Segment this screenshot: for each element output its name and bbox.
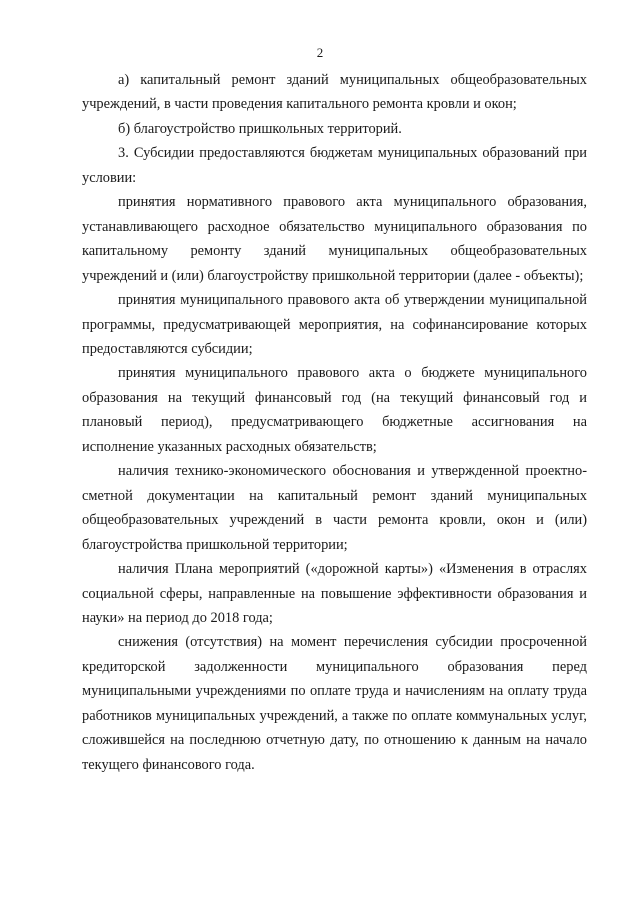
paragraph-condition-normative-act: принятия нормативного правового акта муниципального образования, устанавливающего расходное обязательство муниципального образования по капитальному ремонту зданий муниципальных общеобразовательных учреждений и (или) благоустройству пришкольной территории (далее - объекты); — [82, 194, 587, 284]
paragraph-condition-budget-act: принятия муниципального правового акта о бюджете муниципального образования на текущий финансовый год (на текущий финансовый год и плановый период), предусматривающего бюджетные ассигнования на исполнение указанных расходных обязательств; — [82, 365, 587, 455]
paragraph-condition-roadmap-plan: наличия Плана мероприятий («дорожной карты») «Изменения в отраслях социальной сферы, направленные на повышение эффективности образования и науки» на период до 2018 года; — [82, 561, 587, 626]
paragraph-subsidy-conditions-intro: 3. Субсидии предоставляются бюджетам муниципальных образований при условии: — [82, 145, 587, 186]
page-number: 2 — [316, 45, 324, 60]
document-body — [82, 68, 587, 777]
paragraph-condition-feasibility-study: наличия технико-экономического обоснования и утвержденной проектно-сметной документации на капитальный ремонт зданий муниципальных общеобразовательных учреждений в части ремонта кровли, окон и (или) благоустройства пришкольной территории; — [82, 463, 587, 553]
paragraph-condition-debt-reduction: снижения (отсутствия) на момент перечисления субсидии просроченной кредиторской задолженности муниципального образования перед муниципальными учреждениями по оплате труда и начислениям на оплату труда работников муниципальных учреждений, а также по оплате коммунальных услуг, сложившейся на последнюю отчетную дату, по отношению к данным на начало текущего финансового года. — [82, 634, 587, 773]
paragraph-landscaping-clause-b: б) благоустройство пришкольных территорий. — [118, 120, 402, 137]
paragraph-condition-municipal-program: принятия муниципального правового акта об утверждении муниципальной программы, предусматривающей мероприятия, на софинансирование которых предоставляются субсидии; — [82, 292, 587, 357]
paragraph-repair-clause-a: а) капитальный ремонт зданий муниципальных общеобразовательных учреждений, в части проведения капитального ремонта кровли и окон; — [82, 72, 587, 113]
